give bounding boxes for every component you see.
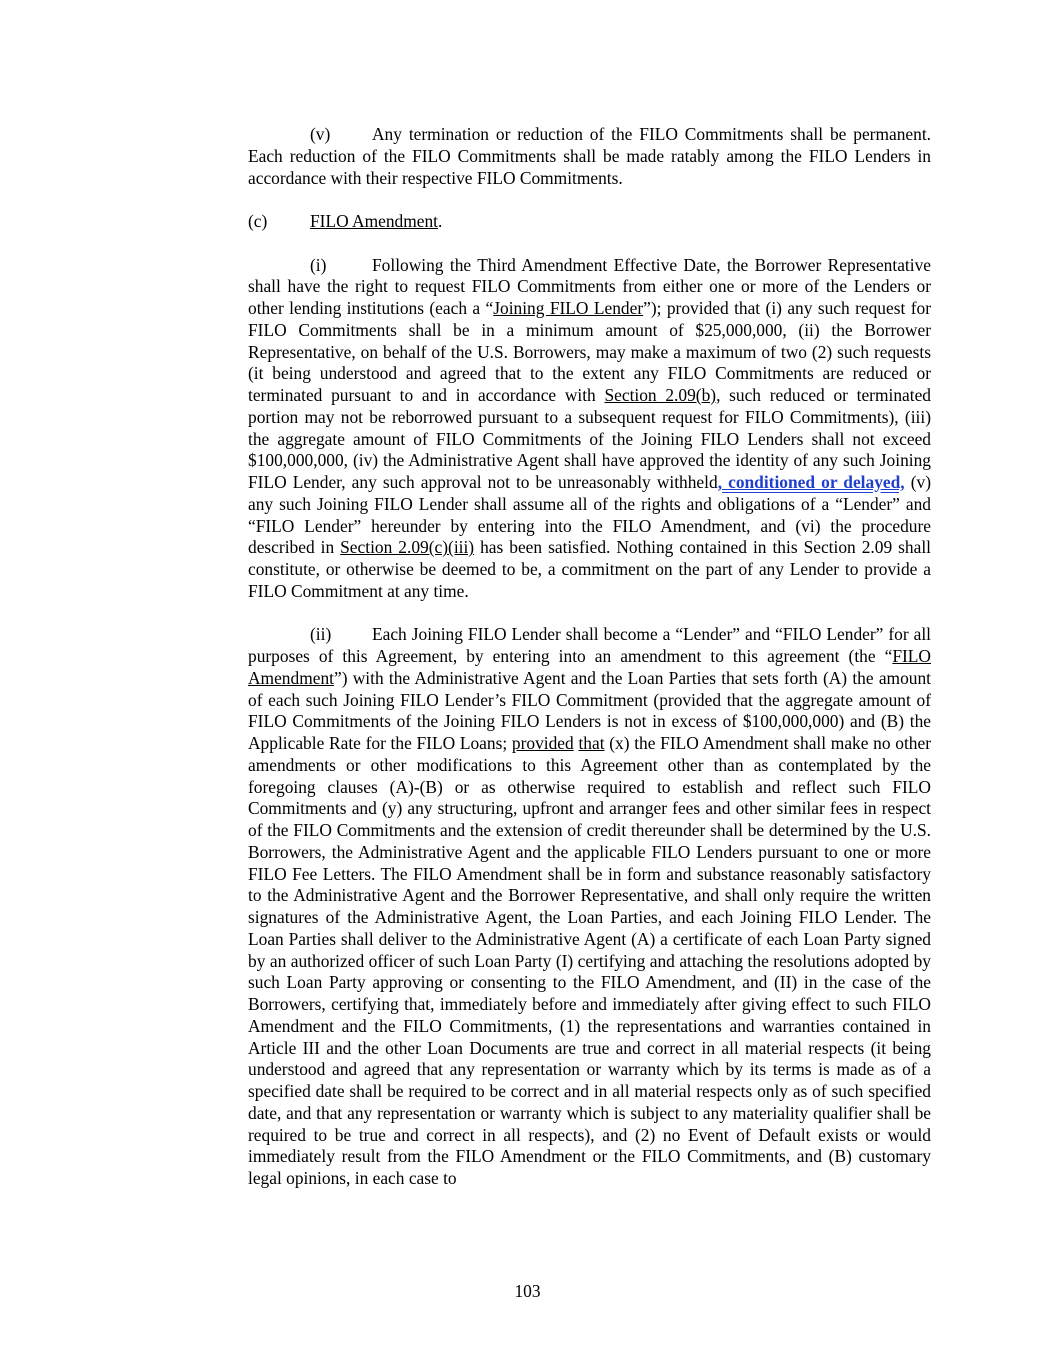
- text-run: Following the Third Amendment Effective Date, the Borrower Representative shall have the right to request FILO Commitments from either one or more of the Lenders or other lending institutions (each a “: [248, 254, 931, 318]
- paragraph-number: (v): [310, 124, 331, 144]
- section-heading-c: [248, 211, 931, 233]
- section-title: FILO Amendment: [310, 211, 439, 231]
- paragraph-i: [248, 255, 931, 603]
- document-body: [248, 124, 931, 1212]
- section-title-period: .: [438, 211, 443, 231]
- text-run: has been satisfied. Nothing contained in this Section 2.09 shall constitute, or otherwise be deemed to be, a commitment on the part of any Lender to provide a FILO Commitment at any time.: [248, 537, 931, 601]
- paragraph-number: (ii): [310, 624, 332, 645]
- defined-term-joining-filo-lender: Joining FILO Lender: [493, 298, 644, 318]
- text-run: , such reduced or terminated portion may not be reborrowed pursuant to a subsequent request for FILO Commitments), (iii) the aggregate amount of FILO Commitments of the Joining FILO Lenders shall not exceed $100,000,000, (iv) the Administrative Agent shall have approved the identity of any such Joining FILO Lender, any such approval not to be unreasonably withheld: [248, 385, 931, 492]
- paragraph-text: Any termination or reduction of the FILO Commitments shall be permanent. Each reduction of the FILO Commitments shall be made ratably among the FILO Lenders in accordance with their respective FILO Commitments.: [248, 124, 931, 188]
- text-run: (v) any such Joining FILO Lender shall assume all of the rights and obligations of a “Lender” and “FILO Lender” hereunder by entering into the FILO Amendment, and (vi) the procedure described in: [248, 472, 931, 558]
- underlined-that: that: [578, 733, 605, 753]
- cross-reference-section-2-09-c-iii: Section 2.09(c)(iii): [340, 537, 475, 558]
- text-run: ”) with the Administrative Agent and the Loan Parties that sets forth (A) the amount of each such Joining FILO Lender’s FILO Commitment (provided that the aggregate amount of FILO Commitments of the Joining FILO Lenders is not in excess of $100,000,000) and (B) the Applicable Rate for the FILO Loans;: [248, 667, 931, 753]
- text-run: (x) the FILO Amendment shall make no other amendments or other modifications to this Agreement other than as contemplated by the foregoing clauses (A)-(B) or as otherwise required to establish and reflect such FILO Commitments and (y) any structuring, upfront and arranger fees and other similar fees in respect of the FILO Commitments and the extension of credit thereunder shall be determined by the U.S. Borrowers, the Administrative Agent and the applicable FILO Lenders pursuant to one or more FILO Fee Letters. The FILO Amendment shall be in form and substance reasonably satisfactory to the Administrative Agent and the Borrower Representative, and shall only require the written signatures of the Administrative Agent, the Loan Parties, and each Joining FILO Lender. The Loan Parties shall deliver to the Administrative Agent (A) a certificate of each Loan Party signed by an authorized officer of such Loan Party (I) certifying and attaching the resolutions adopted by such Loan Party approving or consenting to the FILO Amendment, and (II) in the case of the Borrowers, certifying that, immediately before and immediately after giving effect to such FILO Amendment and the FILO Commitments, (1) the representations and warranties contained in Article III and the other Loan Documents are true and correct in all material respects (it being understood and agreed that any representation or warranty which by its terms is made as of a specified date shall be required to be correct and in all material respects only as of such specified date, and that any representation or warranty which is subject to any materiality qualifier shall be required to be true and correct in all respects), and (2) no Event of Default exists or would immediately result from the FILO Amendment or the FILO Commitments, and (B) customary legal opinions, in each case to: [248, 733, 931, 1188]
- page-number: 103: [514, 1281, 541, 1301]
- text-run: Each Joining FILO Lender shall become a “Lender” and “FILO Lender” for all purposes of this Agreement, by entering into an amendment to this agreement (the “: [248, 624, 931, 666]
- cross-reference-section-2-09-b: Section 2.09(b): [604, 385, 717, 405]
- paragraph-number: (i): [310, 254, 327, 275]
- text-run: ”); provided that (i) any such request for FILO Commitments shall be in a minimum amount of $25,000,000, (ii) the Borrower Representative, on behalf of the U.S. Borrowers, may make a maximum of two (2) such requests (it being understood and agreed that to the extent any FILO Commitments are reduced or terminated pursuant to and in accordance with: [248, 298, 931, 405]
- inserted-text-redline: , conditioned or delayed,: [717, 472, 905, 492]
- paragraph-v: [248, 124, 931, 189]
- defined-term-filo-amendment: FILO Amendment: [248, 646, 931, 688]
- underlined-provided: provided: [511, 733, 574, 753]
- section-number: (c): [248, 211, 268, 231]
- paragraph-ii: [248, 624, 931, 1190]
